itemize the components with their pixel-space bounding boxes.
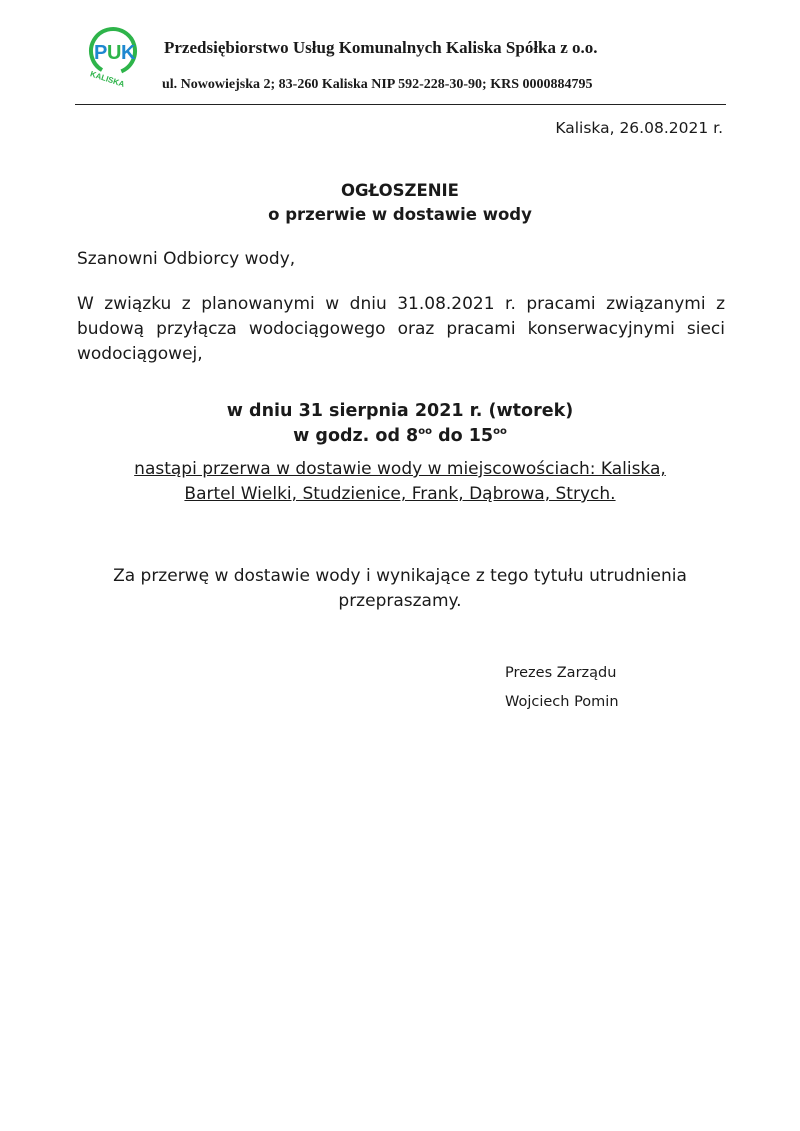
svg-text:P: P — [94, 42, 108, 64]
interruption-line-1: nastąpi przerwa w dostawie wody w miejscowościach: Kaliska, — [134, 459, 666, 479]
company-name: Przedsiębiorstwo Usług Komunalnych Kaliska Spółka z o.o. — [164, 38, 598, 57]
document-date: Kaliska, 26.08.2021 r. — [555, 119, 723, 137]
outage-hours-middle: do 15 — [432, 426, 494, 446]
svg-text:U: U — [107, 42, 122, 64]
company-logo — [80, 24, 150, 94]
interruption-line-2: Bartel Wielki, Studzienice, Frank, Dąbrowa, Strych. — [184, 484, 616, 504]
company-address: ul. Nowowiejska 2; 83-260 Kaliska NIP 592-228-30-90; KRS 0000884795 — [162, 77, 593, 92]
apology-line-1: Za przerwę w dostawie wody i wynikające z tego tytułu utrudnienia — [113, 566, 687, 586]
announcement-subtitle: o przerwie w dostawie wody — [268, 205, 532, 224]
interruption-notice — [100, 457, 700, 507]
svg-text:K: K — [121, 42, 136, 64]
header-divider — [75, 104, 726, 105]
apology-line-2: przepraszamy. — [338, 591, 462, 611]
outage-hours-start-sup: oo — [418, 426, 432, 437]
apology-text — [70, 564, 730, 614]
outage-hours-prefix: w godz. od 8 — [293, 426, 419, 446]
announcement-title: OGŁOSZENIE — [341, 181, 459, 200]
signature-role: Prezes Zarządu — [505, 665, 617, 681]
outage-hours — [0, 426, 800, 446]
signature-name: Wojciech Pomin — [505, 694, 619, 710]
greeting: Szanowni Odbiorcy wody, — [77, 249, 296, 269]
outage-date: w dniu 31 sierpnia 2021 r. (wtorek) — [226, 401, 574, 421]
outage-hours-end-sup: oo — [493, 426, 507, 437]
logo-subtext: KALISKA — [89, 69, 126, 89]
intro-paragraph: W związku z planowanymi w dniu 31.08.2021 r. pracami związanymi z budową przyłącza wodociągowego oraz pracami konserwacyjnymi sieci wodociągowej, — [77, 294, 725, 364]
